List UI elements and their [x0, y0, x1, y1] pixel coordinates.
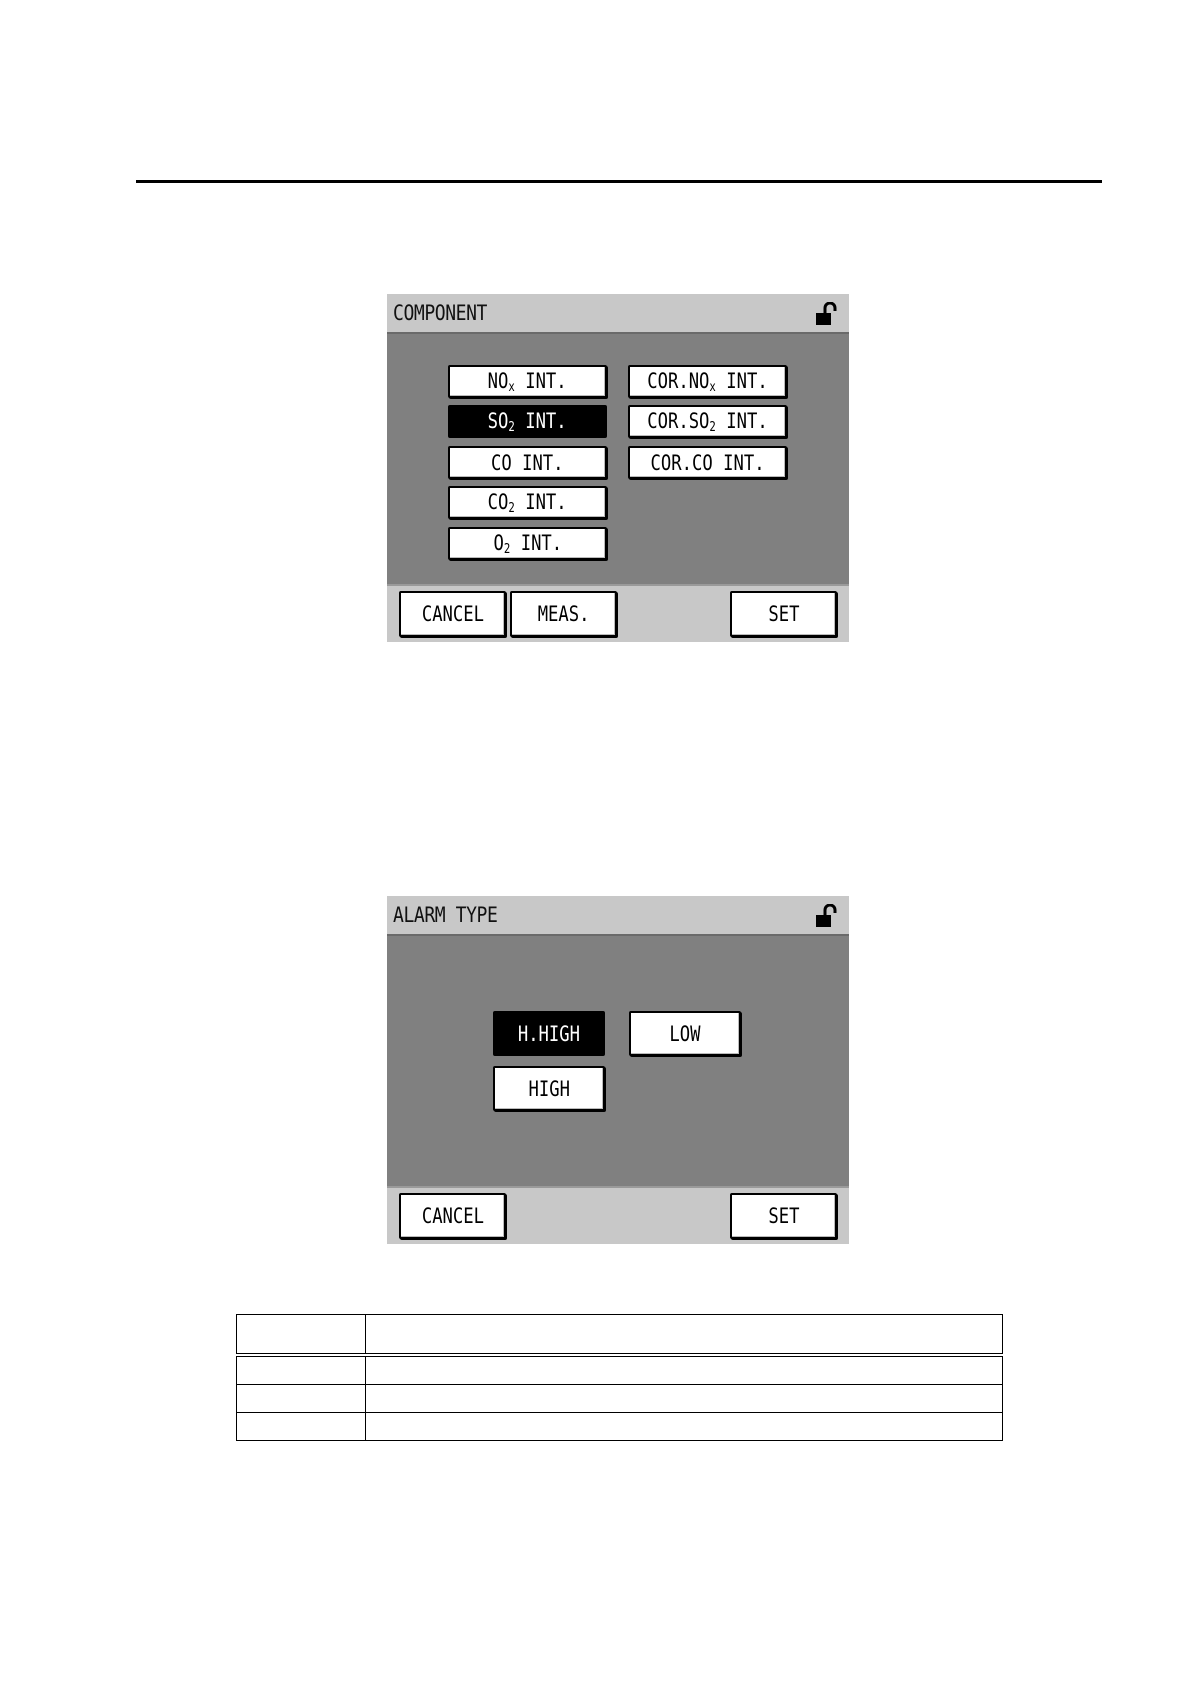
table-row — [237, 1355, 1003, 1385]
table-cell — [366, 1413, 1003, 1441]
option-high[interactable]: HIGH — [493, 1066, 605, 1111]
option-h-high[interactable]: H.HIGH — [493, 1011, 605, 1056]
table-cell — [237, 1385, 366, 1413]
alarm-type-screen — [387, 896, 849, 1244]
table-cell — [237, 1413, 366, 1441]
option-low[interactable]: LOW — [629, 1011, 741, 1056]
table-row — [237, 1385, 1003, 1413]
table-cell — [237, 1355, 366, 1385]
footer-bar — [387, 1186, 849, 1244]
set-button[interactable]: SET — [730, 591, 837, 637]
option-cor-so2-int[interactable]: $COR.SO_2$ INT. — [628, 405, 787, 438]
table-cell — [366, 1385, 1003, 1413]
table-cell — [366, 1315, 1003, 1356]
cancel-button[interactable]: CANCEL — [399, 591, 506, 637]
option-cor-nox-int[interactable]: $COR.NO_x$ INT. — [628, 365, 787, 398]
table-cell — [237, 1315, 366, 1356]
option-co2-int[interactable]: $CO_2$ INT. — [448, 486, 607, 519]
meas-button[interactable]: MEAS. — [510, 591, 617, 637]
unlocked-padlock-icon[interactable] — [815, 904, 839, 928]
unlocked-padlock-icon[interactable] — [815, 302, 839, 326]
table-header-row — [237, 1315, 1003, 1356]
title-bar — [387, 896, 849, 936]
title-bar — [387, 294, 849, 334]
table-cell — [366, 1355, 1003, 1385]
component-screen — [387, 294, 849, 642]
option-co-int[interactable]: CO INT. — [448, 446, 607, 479]
option-so2-int[interactable]: $SO_2$ INT. — [448, 405, 607, 438]
table-row — [237, 1413, 1003, 1441]
option-o2-int[interactable]: $O_2$ INT. — [448, 527, 607, 560]
screen-title: ALARM TYPE — [393, 903, 498, 927]
header-rule — [136, 180, 1102, 183]
cancel-button[interactable]: CANCEL — [399, 1193, 506, 1239]
footer-bar — [387, 584, 849, 642]
screen-title: COMPONENT — [393, 301, 487, 325]
set-button[interactable]: SET — [730, 1193, 837, 1239]
legend-table — [236, 1314, 1003, 1441]
option-cor-co-int[interactable]: COR.CO INT. — [628, 446, 787, 479]
option-nox-int[interactable]: $NO_x$ INT. — [448, 365, 607, 398]
